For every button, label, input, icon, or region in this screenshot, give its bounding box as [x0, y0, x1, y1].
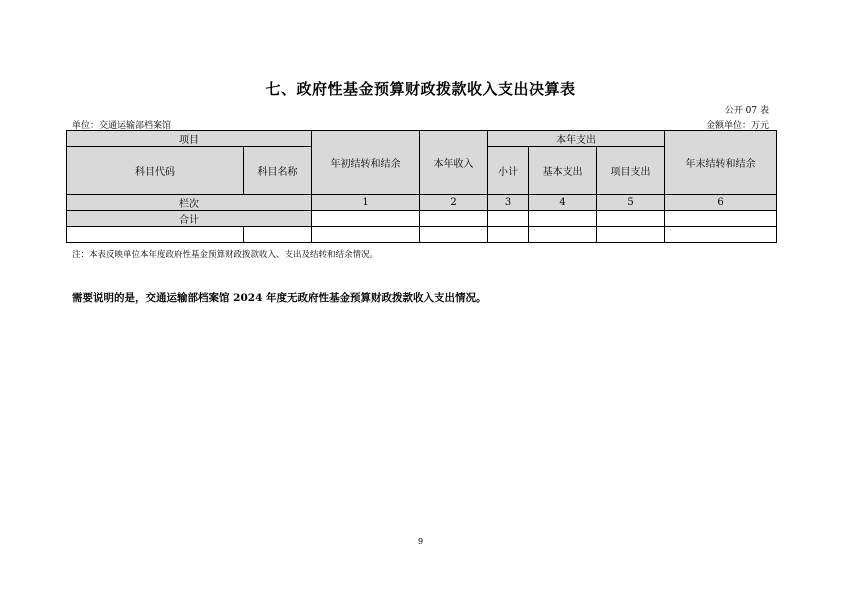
header-project-expense: 项目支出: [597, 147, 665, 195]
table-cell: [529, 227, 597, 243]
amount-unit: 金额单位：万元: [705, 121, 769, 131]
header-expense-group: 本年支出: [488, 131, 665, 147]
header-income: 本年收入: [420, 131, 488, 195]
budget-table: [66, 130, 777, 243]
reporting-unit: 单位：交通运输部档案馆: [72, 121, 172, 131]
table-cell: [665, 227, 777, 243]
column-number: 1: [312, 195, 420, 211]
total-cell: [529, 211, 597, 227]
header-basic-expense: 基本支出: [529, 147, 597, 195]
page-title: 七、政府性基金预算财政拨款收入支出决算表: [265, 80, 576, 98]
column-number: 5: [597, 195, 665, 211]
column-number: 4: [529, 195, 597, 211]
total-cell: [488, 211, 529, 227]
table-cell: [244, 227, 312, 243]
total-cell: [665, 211, 777, 227]
table-cell: [67, 227, 244, 243]
header-subject-name: 科目名称: [244, 147, 312, 195]
header-subject-code: 科目代码: [67, 147, 244, 195]
column-number: 6: [665, 195, 777, 211]
total-label: 合计: [67, 211, 312, 227]
total-cell: [597, 211, 665, 227]
table-cell: [488, 227, 529, 243]
total-cell: [312, 211, 420, 227]
header-end-balance: 年末结转和结余: [665, 131, 777, 195]
total-cell: [420, 211, 488, 227]
explanation-text: 需要说明的是，交通运输部档案馆 2024 年度无政府性基金预算财政拨款收入支出情况。: [72, 292, 487, 304]
table-cell: [420, 227, 488, 243]
form-number: 公开 07 表: [724, 106, 769, 116]
table-note: 注：本表反映单位本年度政府性基金预算财政拨款收入、支出及结转和结余情况。: [72, 250, 379, 260]
table-cell: [597, 227, 665, 243]
header-begin-balance: 年初结转和结余: [312, 131, 420, 195]
column-number: 3: [488, 195, 529, 211]
page-number: 9: [417, 537, 424, 546]
header-item: 项目: [67, 131, 312, 147]
column-row-label: 栏次: [67, 195, 312, 211]
table-row: [67, 227, 777, 243]
column-number: 2: [420, 195, 488, 211]
table-cell: [312, 227, 420, 243]
header-subtotal: 小计: [488, 147, 529, 195]
